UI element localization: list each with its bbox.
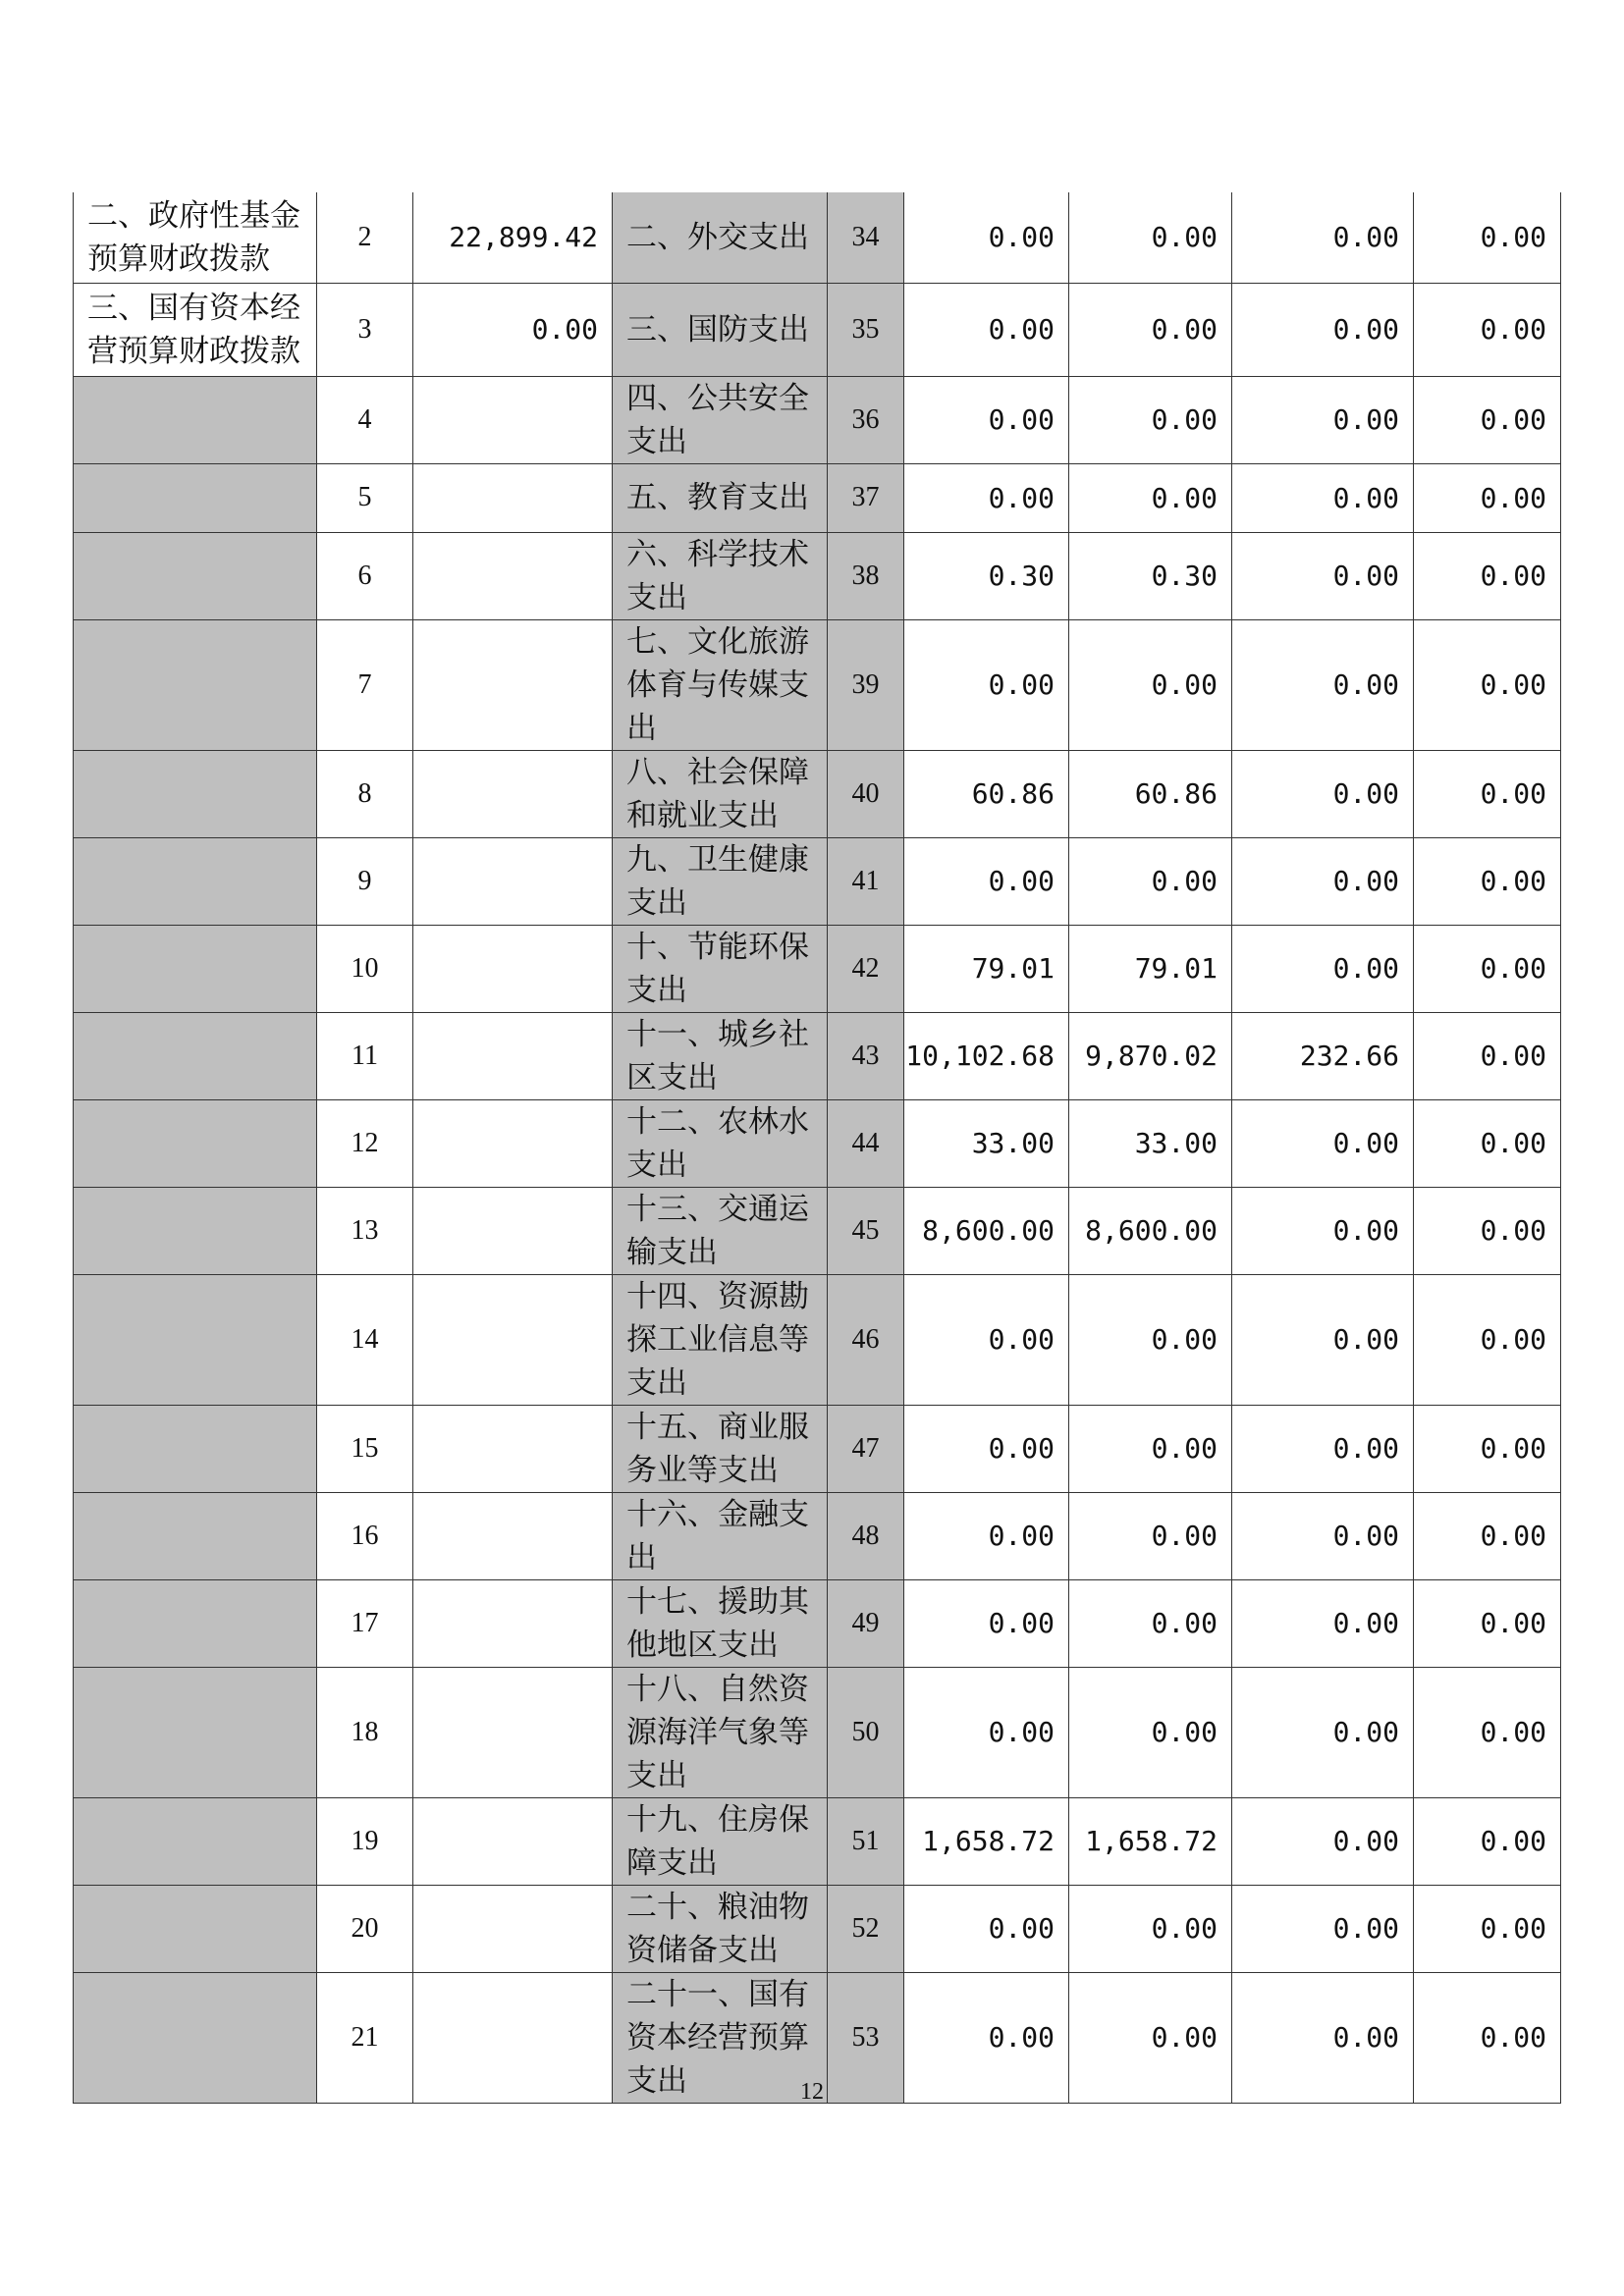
expense-label: 十七、援助其他地区支出 <box>613 1579 828 1667</box>
expense-col-c: 0.00 <box>1414 1187 1561 1274</box>
table-row <box>74 376 1561 463</box>
income-amount <box>413 532 613 619</box>
income-amount <box>413 1667 613 1797</box>
income-label <box>74 837 317 925</box>
expense-col-c: 0.00 <box>1414 532 1561 619</box>
expense-total: 60.86 <box>904 750 1069 837</box>
expense-col-c: 0.00 <box>1414 619 1561 750</box>
expense-label: 七、文化旅游体育与传媒支出 <box>613 619 828 750</box>
expense-col-a: 0.00 <box>1069 1667 1232 1797</box>
expense-line-number: 49 <box>828 1579 904 1667</box>
income-label <box>74 750 317 837</box>
income-line-number: 11 <box>317 1012 413 1099</box>
table-row <box>74 1187 1561 1274</box>
expense-col-a: 79.01 <box>1069 925 1232 1012</box>
expense-total: 1,658.72 <box>904 1797 1069 1885</box>
income-amount <box>413 1274 613 1405</box>
expense-col-a: 9,870.02 <box>1069 1012 1232 1099</box>
income-label <box>74 1274 317 1405</box>
expense-col-b: 0.00 <box>1232 750 1414 837</box>
income-label <box>74 463 317 532</box>
expense-col-b: 0.00 <box>1232 1972 1414 2103</box>
expense-col-a: 0.00 <box>1069 192 1232 283</box>
expense-col-c: 0.00 <box>1414 1012 1561 1099</box>
table-row <box>74 463 1561 532</box>
expense-col-a: 0.30 <box>1069 532 1232 619</box>
expense-label: 十一、城乡社区支出 <box>613 1012 828 1099</box>
expense-label: 十六、金融支出 <box>613 1492 828 1579</box>
expense-col-c: 0.00 <box>1414 1667 1561 1797</box>
expense-line-number: 42 <box>828 925 904 1012</box>
income-line-number: 10 <box>317 925 413 1012</box>
income-line-number: 3 <box>317 283 413 376</box>
table-row <box>74 750 1561 837</box>
expense-line-number: 52 <box>828 1885 904 1972</box>
table-row <box>74 619 1561 750</box>
expense-total: 0.00 <box>904 1492 1069 1579</box>
income-line-number: 18 <box>317 1667 413 1797</box>
income-amount: 0.00 <box>413 283 613 376</box>
income-label: 三、国有资本经营预算财政拨款 <box>74 283 317 376</box>
table-row <box>74 1885 1561 1972</box>
income-label <box>74 532 317 619</box>
table-row <box>74 192 1561 283</box>
income-amount <box>413 1492 613 1579</box>
expense-line-number: 35 <box>828 283 904 376</box>
income-line-number: 16 <box>317 1492 413 1579</box>
expense-col-c: 0.00 <box>1414 1972 1561 2103</box>
expense-col-b: 0.00 <box>1232 1885 1414 1972</box>
income-line-number: 4 <box>317 376 413 463</box>
income-line-number: 15 <box>317 1405 413 1492</box>
expense-col-b: 232.66 <box>1232 1012 1414 1099</box>
expense-col-a: 60.86 <box>1069 750 1232 837</box>
expense-col-c: 0.00 <box>1414 1579 1561 1667</box>
expense-col-b: 0.00 <box>1232 1797 1414 1885</box>
income-label <box>74 1012 317 1099</box>
expense-col-c: 0.00 <box>1414 750 1561 837</box>
expense-col-a: 0.00 <box>1069 1405 1232 1492</box>
table-row <box>74 1797 1561 1885</box>
income-line-number: 19 <box>317 1797 413 1885</box>
expense-col-b: 0.00 <box>1232 837 1414 925</box>
expense-col-b: 0.00 <box>1232 1492 1414 1579</box>
expense-col-a: 0.00 <box>1069 1274 1232 1405</box>
income-label <box>74 1885 317 1972</box>
table-row <box>74 1579 1561 1667</box>
table-row <box>74 1099 1561 1187</box>
expense-total: 79.01 <box>904 925 1069 1012</box>
expense-col-b: 0.00 <box>1232 376 1414 463</box>
expense-total: 0.00 <box>904 283 1069 376</box>
expense-line-number: 44 <box>828 1099 904 1187</box>
expense-col-a: 33.00 <box>1069 1099 1232 1187</box>
income-amount <box>413 1885 613 1972</box>
expense-label: 十、节能环保支出 <box>613 925 828 1012</box>
expense-col-b: 0.00 <box>1232 192 1414 283</box>
expense-col-b: 0.00 <box>1232 925 1414 1012</box>
income-line-number: 14 <box>317 1274 413 1405</box>
table-row <box>74 283 1561 376</box>
expense-col-c: 0.00 <box>1414 283 1561 376</box>
expense-total: 0.00 <box>904 837 1069 925</box>
table-row <box>74 1667 1561 1797</box>
expense-col-b: 0.00 <box>1232 1579 1414 1667</box>
expense-col-b: 0.00 <box>1232 1667 1414 1797</box>
expense-label: 二十一、国有资本经营预算支出 <box>613 1972 828 2103</box>
income-label: 二、政府性基金预算财政拨款 <box>74 192 317 283</box>
expense-label: 九、卫生健康支出 <box>613 837 828 925</box>
income-label <box>74 1099 317 1187</box>
income-line-number: 7 <box>317 619 413 750</box>
expense-col-a: 1,658.72 <box>1069 1797 1232 1885</box>
expense-line-number: 34 <box>828 192 904 283</box>
table-row <box>74 1405 1561 1492</box>
income-amount <box>413 925 613 1012</box>
expense-label: 十八、自然资源海洋气象等支出 <box>613 1667 828 1797</box>
expense-label: 六、科学技术支出 <box>613 532 828 619</box>
expense-col-c: 0.00 <box>1414 192 1561 283</box>
expense-col-c: 0.00 <box>1414 1492 1561 1579</box>
expense-total: 0.00 <box>904 1885 1069 1972</box>
expense-total: 0.00 <box>904 376 1069 463</box>
income-amount <box>413 1405 613 1492</box>
income-amount <box>413 619 613 750</box>
expense-label: 十五、商业服务业等支出 <box>613 1405 828 1492</box>
income-line-number: 17 <box>317 1579 413 1667</box>
expense-total: 0.00 <box>904 1405 1069 1492</box>
income-amount <box>413 1579 613 1667</box>
expense-total: 0.00 <box>904 1274 1069 1405</box>
expense-col-c: 0.00 <box>1414 463 1561 532</box>
budget-table <box>73 192 1561 2104</box>
income-line-number: 6 <box>317 532 413 619</box>
expense-col-c: 0.00 <box>1414 1405 1561 1492</box>
expense-total: 0.00 <box>904 1579 1069 1667</box>
income-label <box>74 376 317 463</box>
table-row <box>74 1274 1561 1405</box>
expense-line-number: 36 <box>828 376 904 463</box>
expense-col-c: 0.00 <box>1414 1797 1561 1885</box>
expense-col-c: 0.00 <box>1414 1274 1561 1405</box>
expense-col-b: 0.00 <box>1232 619 1414 750</box>
expense-total: 0.00 <box>904 1667 1069 1797</box>
expense-col-c: 0.00 <box>1414 925 1561 1012</box>
expense-line-number: 45 <box>828 1187 904 1274</box>
expense-line-number: 50 <box>828 1667 904 1797</box>
income-amount <box>413 376 613 463</box>
income-amount <box>413 463 613 532</box>
expense-col-b: 0.00 <box>1232 463 1414 532</box>
income-label <box>74 1405 317 1492</box>
expense-total: 10,102.68 <box>904 1012 1069 1099</box>
expense-col-a: 0.00 <box>1069 619 1232 750</box>
expense-line-number: 51 <box>828 1797 904 1885</box>
expense-total: 8,600.00 <box>904 1187 1069 1274</box>
income-line-number: 13 <box>317 1187 413 1274</box>
income-amount <box>413 750 613 837</box>
expense-col-a: 0.00 <box>1069 1579 1232 1667</box>
expense-label: 十二、农林水支出 <box>613 1099 828 1187</box>
expense-col-a: 0.00 <box>1069 376 1232 463</box>
income-line-number: 5 <box>317 463 413 532</box>
income-label <box>74 1797 317 1885</box>
income-label <box>74 1579 317 1667</box>
expense-total: 0.00 <box>904 619 1069 750</box>
expense-total: 0.00 <box>904 463 1069 532</box>
expense-line-number: 46 <box>828 1274 904 1405</box>
income-label <box>74 1667 317 1797</box>
income-line-number: 21 <box>317 1972 413 2103</box>
expense-total: 0.00 <box>904 192 1069 283</box>
expense-total: 0.00 <box>904 1972 1069 2103</box>
expense-line-number: 48 <box>828 1492 904 1579</box>
expense-label: 十三、交通运输支出 <box>613 1187 828 1274</box>
income-amount: 22,899.42 <box>413 192 613 283</box>
income-label <box>74 925 317 1012</box>
expense-col-a: 0.00 <box>1069 1492 1232 1579</box>
income-amount <box>413 1797 613 1885</box>
expense-label: 十九、住房保障支出 <box>613 1797 828 1885</box>
expense-label: 十四、资源勘探工业信息等支出 <box>613 1274 828 1405</box>
expense-col-b: 0.00 <box>1232 1405 1414 1492</box>
expense-line-number: 41 <box>828 837 904 925</box>
income-label <box>74 1492 317 1579</box>
expense-col-a: 0.00 <box>1069 1972 1232 2103</box>
expense-label: 三、国防支出 <box>613 283 828 376</box>
expense-line-number: 43 <box>828 1012 904 1099</box>
expense-line-number: 38 <box>828 532 904 619</box>
income-amount <box>413 1012 613 1099</box>
expense-col-a: 0.00 <box>1069 837 1232 925</box>
income-line-number: 2 <box>317 192 413 283</box>
table-row <box>74 837 1561 925</box>
expense-col-a: 0.00 <box>1069 1885 1232 1972</box>
expense-col-c: 0.00 <box>1414 1885 1561 1972</box>
income-line-number: 8 <box>317 750 413 837</box>
expense-total: 0.30 <box>904 532 1069 619</box>
expense-col-a: 0.00 <box>1069 283 1232 376</box>
income-amount <box>413 1187 613 1274</box>
expense-col-c: 0.00 <box>1414 1099 1561 1187</box>
expense-label: 五、教育支出 <box>613 463 828 532</box>
expense-label: 四、公共安全支出 <box>613 376 828 463</box>
expense-label: 二十、粮油物资储备支出 <box>613 1885 828 1972</box>
expense-line-number: 39 <box>828 619 904 750</box>
income-label <box>74 1187 317 1274</box>
expense-label: 八、社会保障和就业支出 <box>613 750 828 837</box>
income-amount <box>413 837 613 925</box>
expense-col-b: 0.00 <box>1232 1099 1414 1187</box>
expense-col-b: 0.00 <box>1232 1187 1414 1274</box>
income-line-number: 9 <box>317 837 413 925</box>
table-row <box>74 532 1561 619</box>
expense-line-number: 40 <box>828 750 904 837</box>
income-line-number: 20 <box>317 1885 413 1972</box>
table-row <box>74 1012 1561 1099</box>
expense-line-number: 37 <box>828 463 904 532</box>
expense-col-a: 8,600.00 <box>1069 1187 1232 1274</box>
income-amount <box>413 1099 613 1187</box>
expense-col-c: 0.00 <box>1414 837 1561 925</box>
expense-line-number: 47 <box>828 1405 904 1492</box>
expense-col-a: 0.00 <box>1069 463 1232 532</box>
expense-col-c: 0.00 <box>1414 376 1561 463</box>
table-row <box>74 925 1561 1012</box>
income-label <box>74 619 317 750</box>
expense-col-b: 0.00 <box>1232 1274 1414 1405</box>
expense-col-b: 0.00 <box>1232 532 1414 619</box>
expense-total: 33.00 <box>904 1099 1069 1187</box>
expense-col-b: 0.00 <box>1232 283 1414 376</box>
expense-label: 二、外交支出 <box>613 192 828 283</box>
table-row <box>74 1492 1561 1579</box>
expense-line-number: 53 <box>828 1972 904 2103</box>
income-line-number: 12 <box>317 1099 413 1187</box>
page-number: 12 <box>800 2079 824 2105</box>
